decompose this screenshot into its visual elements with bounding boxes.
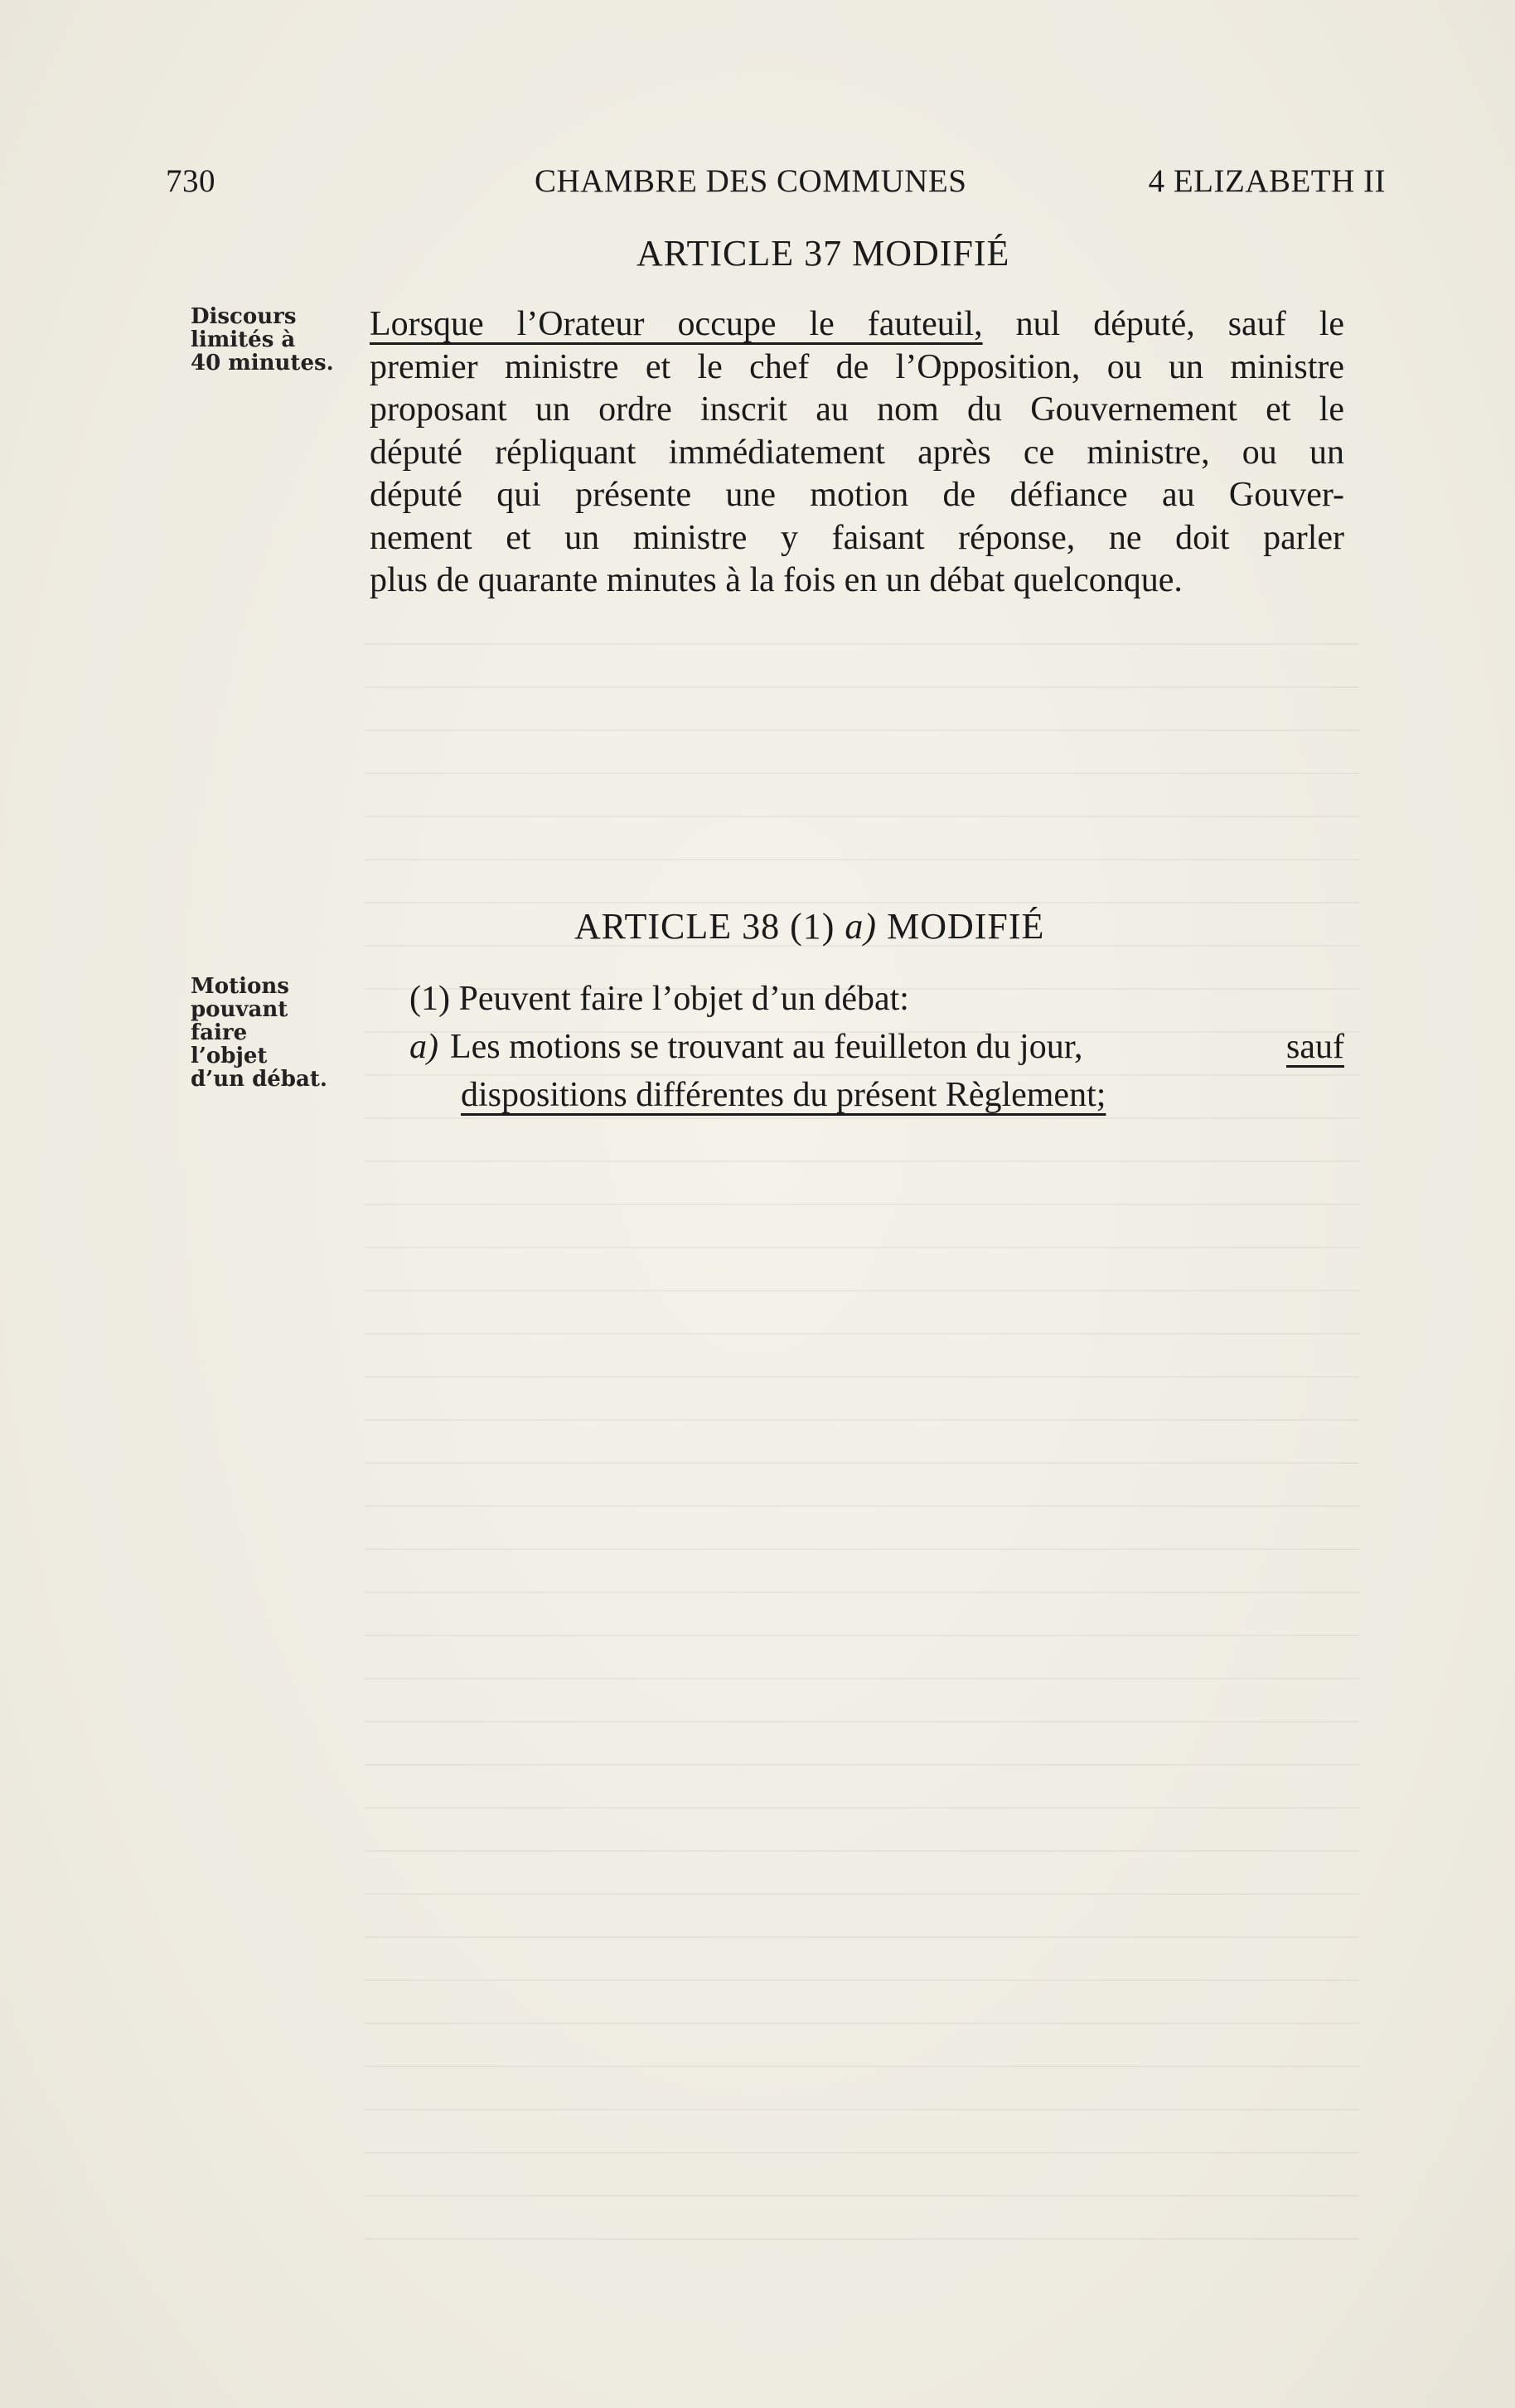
paragraph-line: proposant un ordre inscrit au nom du Gouvernement et le (370, 390, 1344, 429)
underlined-amendment: Lorsque l’Orateur occupe le fauteuil, (370, 305, 983, 343)
margin-note-line: limités à (191, 327, 296, 352)
margin-note-line: Motions (191, 974, 289, 999)
margin-note-line: l’objet (191, 1044, 268, 1068)
heading-suffix: MODIFIÉ (877, 906, 1045, 947)
running-title: CHAMBRE DES COMMUNES (535, 163, 967, 199)
paragraph-a-line (409, 1023, 1344, 1071)
paragraph-a (409, 1023, 1344, 1071)
margin-note-line: d’un débat. (191, 1067, 327, 1092)
article-38-heading (574, 905, 1044, 947)
heading-letter: a) (845, 906, 878, 947)
paragraph-a-lead (409, 1023, 1083, 1071)
paragraph-line: nement et un ministre y faisant réponse, ne doit parler (370, 518, 1344, 557)
article-37-paragraph (370, 303, 1344, 603)
underlined-amendment: sauf (1286, 1028, 1344, 1066)
article-38-margin-note (191, 975, 327, 1091)
regnal-year: 4 ELIZABETH II (1148, 163, 1386, 199)
show-through-texture (365, 613, 1359, 2271)
margin-note-line: faire (191, 1020, 248, 1045)
underlined-amendment: dispositions différentes du présent Règlement; (461, 1076, 1106, 1114)
paragraph-line: plus de quarante minutes à la fois en un débat quelconque. (370, 561, 1183, 599)
heading-prefix: ARTICLE 38 (1) (574, 906, 845, 947)
subsection-1: (1) Peuvent faire l’objet d’un débat: (409, 980, 909, 1018)
margin-note-line: Discours (191, 304, 297, 329)
paragraph-line: député qui présente une motion de défiance au Gouver- (370, 476, 1344, 514)
paragraph-a-letter: a) (409, 1028, 438, 1066)
paragraph-line: premier ministre et le chef de l’Opposition, ou un ministre (370, 347, 1344, 386)
article-37-heading: ARTICLE 37 MODIFIÉ (636, 233, 1010, 274)
paragraph-a-continuation (461, 1071, 1106, 1119)
page-number: 730 (166, 163, 215, 199)
margin-note-line: pouvant (191, 997, 288, 1022)
paragraph-a-text: Les motions se trouvant au feuilleton du jour, (450, 1028, 1083, 1066)
line-text: nul député, sauf le (982, 305, 1344, 343)
article-37-margin-note (191, 305, 334, 375)
paragraph-line: député répliquant immédiatement après ce ministre, ou un (370, 433, 1344, 472)
margin-note-line: 40 minutes. (191, 351, 334, 375)
paragraph-line (370, 303, 1344, 346)
page-header (166, 162, 1386, 204)
